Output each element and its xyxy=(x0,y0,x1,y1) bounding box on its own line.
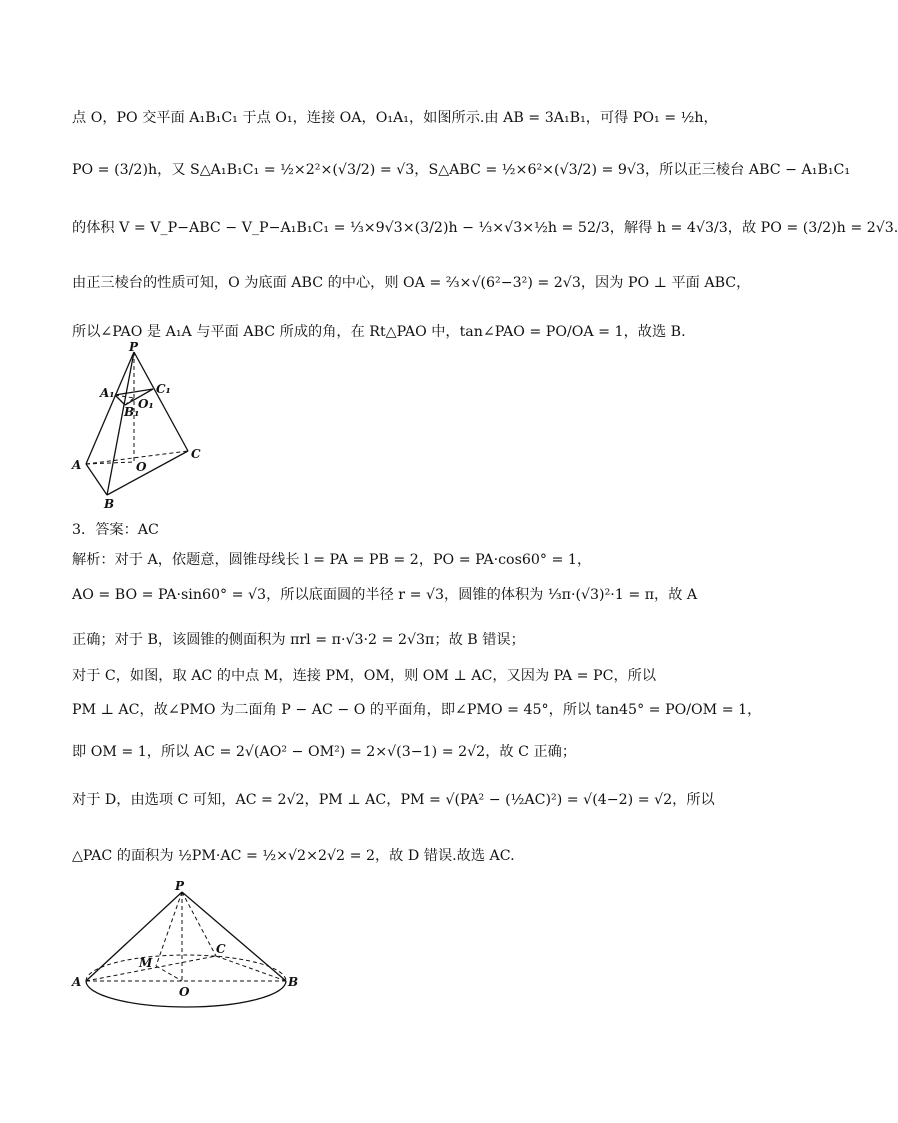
label-A1: A₁ xyxy=(100,386,115,400)
analysis-line-3: 正确；对于 B，该圆锥的侧面积为 πrl = π·√3·2 = 2√3π；故 B 错误； xyxy=(72,632,525,648)
solution-line-1: 点 O，PO 交平面 A₁B₁C₁ 于点 O₁，连接 OA，O₁A₁，如图所示.由 AB = 3A₁B₁，可得 PO₁ = ½h， xyxy=(72,110,718,126)
analysis-line-2: AO = BO = PA·sin60° = √3，所以底面圆的半径 r = √3，圆锥的体积为 ⅓π·(√3)²·1 = π，故 A xyxy=(72,587,698,603)
analysis-line-7: 对于 D，由选项 C 可知，AC = 2√2，PM ⊥ AC，PM = √(PA² − (½AC)²) = √(4−2) = √2，所以 xyxy=(72,792,715,808)
analysis-line-1: 解析：对于 A，依题意，圆锥母线长 l = PA = PB = 2，PO = PA·cos60° = 1， xyxy=(72,552,592,568)
cone-label-M: M xyxy=(139,956,153,970)
answer-heading: 3．答案：AC xyxy=(72,522,159,538)
cone-label-A: A xyxy=(72,975,82,989)
analysis-line-6: 即 OM = 1，所以 AC = 2√(AO² − OM²) = 2×√(3−1) = 2√2，故 C 正确； xyxy=(72,744,577,760)
analysis-line-4: 对于 C，如图，取 AC 的中点 M，连接 PM，OM，则 OM ⊥ AC，又因为 PA = PC，所以 xyxy=(72,668,657,684)
label-B: B xyxy=(104,497,115,511)
analysis-line-5: PM ⊥ AC，故∠PMO 为二面角 P − AC − O 的平面角，即∠PMO = 45°，所以 tan45° = PO/OM = 1， xyxy=(72,702,762,718)
solution-line-2: PO = (3/2)h，又 S△A₁B₁C₁ = ½×2²×(√3/2) = √3，S△ABC = ½×6²×(√3/2) = 9√3，所以正三棱台 ABC − A₁B₁C₁ xyxy=(72,162,851,178)
cone-label-B: B xyxy=(288,975,299,989)
label-O: O xyxy=(136,460,147,474)
label-C1: C₁ xyxy=(156,382,171,396)
analysis-line-8: △PAC 的面积为 ½PM·AC = ½×√2×2√2 = 2，故 D 错误.故选 AC. xyxy=(72,848,515,864)
cone-figure xyxy=(70,878,310,1013)
solution-line-3: 的体积 V = V_P−ABC − V_P−A₁B₁C₁ = ⅓×9√3×(3/2)h − ⅓×√3×½h = 52/3，解得 h = 4√3/3，故 PO = (3/2)h = 2√3. xyxy=(72,220,898,236)
cone-label-C: C xyxy=(216,942,226,956)
cone-label-P: P xyxy=(175,879,185,893)
solution-line-4: 由正三棱台的性质可知，O 为底面 ABC 的中心，则 OA = ⅔×√(6²−3²) = 2√3，因为 PO ⊥ 平面 ABC， xyxy=(72,275,751,291)
frustum-figure xyxy=(70,340,220,510)
label-O1: O₁ xyxy=(138,397,154,411)
solution-line-5: 所以∠PAO 是 A₁A 与平面 ABC 所成的角，在 Rt△PAO 中，tan∠PAO = PO/OA = 1，故选 B. xyxy=(72,324,686,340)
cone-label-O: O xyxy=(179,985,190,999)
label-B1: B₁ xyxy=(124,405,140,419)
label-P: P xyxy=(129,340,139,354)
label-A: A xyxy=(72,458,82,472)
label-C: C xyxy=(191,447,201,461)
